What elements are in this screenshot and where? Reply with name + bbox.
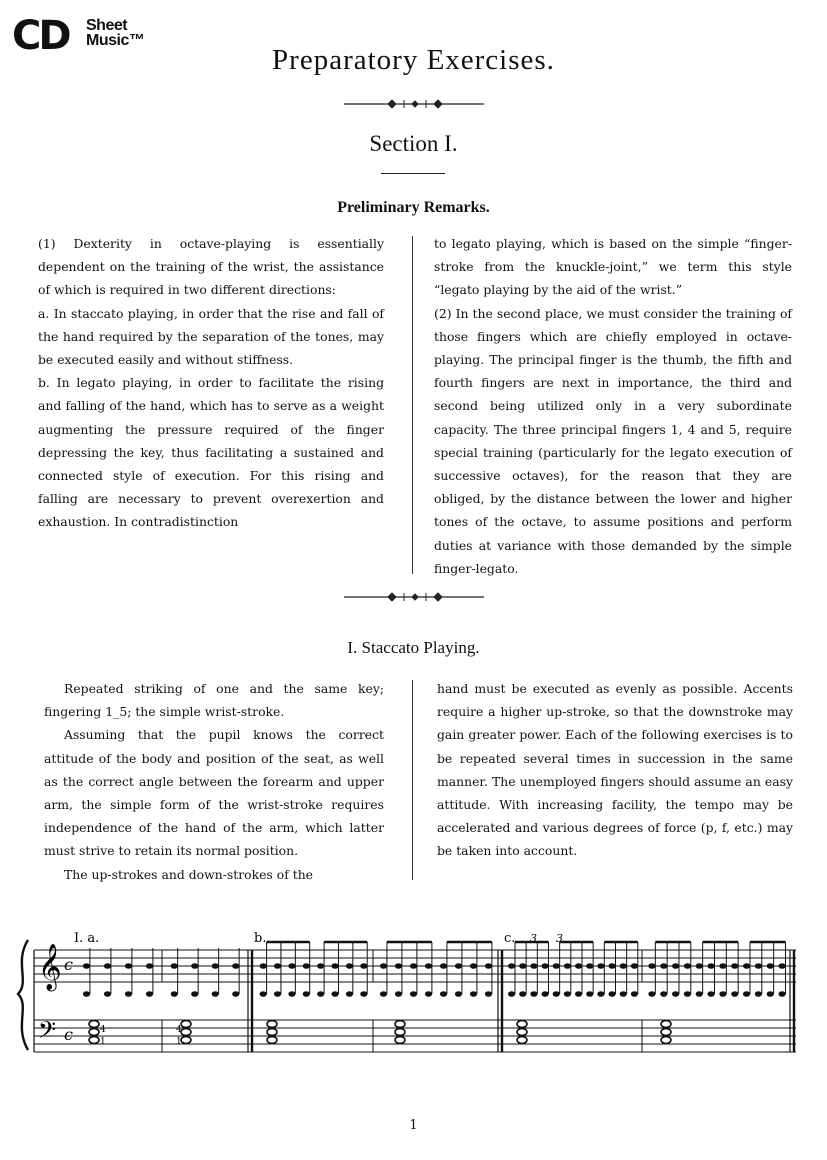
note-head xyxy=(303,991,310,997)
note-head xyxy=(380,963,387,969)
bass-chord-note xyxy=(267,1021,277,1028)
note-head xyxy=(631,963,638,969)
time-signature: c xyxy=(64,1025,73,1044)
note-head xyxy=(125,963,132,969)
note-head xyxy=(648,963,655,969)
note-head xyxy=(380,991,387,997)
note-head xyxy=(743,991,750,997)
prelim-right-column xyxy=(434,232,792,580)
note-head xyxy=(631,991,638,997)
note-head xyxy=(470,991,477,997)
note-head xyxy=(331,991,338,997)
bass-chord-note xyxy=(395,1037,405,1044)
note-head xyxy=(586,991,593,997)
note-head xyxy=(541,991,548,997)
note-head xyxy=(260,963,267,969)
note-head xyxy=(425,963,432,969)
bass-chord-note xyxy=(661,1029,671,1036)
note-head xyxy=(410,963,417,969)
note-head xyxy=(191,991,198,997)
note-head xyxy=(597,991,604,997)
note-head xyxy=(672,963,679,969)
music-score xyxy=(10,922,810,1072)
label-b: b. xyxy=(254,931,267,946)
note-head xyxy=(104,991,111,997)
logo-mark: CD xyxy=(12,13,69,59)
paragraph: to legato playing, which is based on the simple “finger-stroke from the knuckle-joint,” we term this style “legato playing by the aid of the wrist.” xyxy=(434,236,792,298)
paragraph: a. In staccato playing, in order that the rise and fall of the hand required by the separation of the tones, may be executed easily and without stiffness. xyxy=(38,305,384,368)
staccato-right-column xyxy=(437,677,793,863)
bass-chord-note xyxy=(89,1021,99,1028)
bass-chord-note xyxy=(395,1021,405,1028)
paragraph: (2) In the second place, we must consider the training of those fingers which are chiefly employed in octave-playing. The principal finger is the thumb, the fifth and fourth fingers are next in importance, the third and second being utilized only in a very subordinate capacity. The three principal fingers 1, 4 and 5, require special training (particularly for the legato execution of successive octaves), for the reason that they are obliged, by the distance between the lower and higher tones of the octave, to assume positions and perform duties at variance with those demanded by the simple finger-legato. xyxy=(434,305,792,576)
note-head xyxy=(317,991,324,997)
note-head xyxy=(83,963,90,969)
triplet-mark: 3 xyxy=(530,932,537,945)
note-head xyxy=(83,991,90,997)
paragraph: (1) Dexterity in octave-playing is essentially dependent on the training of the wrist, the assistance of which is required in two different directions: xyxy=(38,236,384,298)
bass-chord-note xyxy=(395,1029,405,1036)
note-head xyxy=(485,991,492,997)
treble-clef-icon: 𝄞 xyxy=(38,944,62,990)
bass-staff xyxy=(34,1020,796,1052)
note-head xyxy=(530,963,537,969)
note-head xyxy=(707,991,714,997)
note-head xyxy=(553,991,560,997)
note-head xyxy=(508,991,515,997)
bass-chord-note xyxy=(661,1021,671,1028)
bass-chord-note xyxy=(89,1037,99,1044)
bass-chord-note xyxy=(517,1021,527,1028)
note-head xyxy=(620,963,627,969)
note-head xyxy=(455,963,462,969)
note-head xyxy=(171,963,178,969)
note-head xyxy=(274,963,281,969)
bass-chord-note xyxy=(267,1029,277,1036)
label-c: c. xyxy=(504,931,516,946)
note-head xyxy=(743,963,750,969)
paragraph: The up-strokes and down-strokes of the xyxy=(64,866,314,882)
note-head xyxy=(608,963,615,969)
note-head xyxy=(346,991,353,997)
note-head xyxy=(346,963,353,969)
note-head xyxy=(778,963,785,969)
note-head xyxy=(684,963,691,969)
note-head xyxy=(778,991,785,997)
note-head xyxy=(719,991,726,997)
note-head xyxy=(212,991,219,997)
note-head xyxy=(303,963,310,969)
note-head xyxy=(620,991,627,997)
note-head xyxy=(672,991,679,997)
note-head xyxy=(232,991,239,997)
preliminary-remarks-heading: Preliminary Remarks. xyxy=(337,199,490,216)
note-head xyxy=(731,963,738,969)
note-head xyxy=(425,991,432,997)
note-head xyxy=(519,991,526,997)
bass-chord-note xyxy=(517,1029,527,1036)
note-head xyxy=(331,963,338,969)
section-rule xyxy=(381,173,445,174)
note-head xyxy=(508,963,515,969)
note-head xyxy=(470,963,477,969)
note-head xyxy=(696,963,703,969)
page-title: Preparatory Exercises. xyxy=(272,44,555,76)
note-head xyxy=(212,963,219,969)
bass-chord-note xyxy=(661,1037,671,1044)
label-1a: I. a. xyxy=(74,931,100,946)
paragraph: Assuming that the pupil knows the correct attitude of the body and position of the seat, as well as the correct angle between the forearm and upper arm, the simple form of the wrist-stroke requires independence of the hand of the arm, which latter must strive to retain its normal position. xyxy=(44,727,384,859)
note-head xyxy=(648,991,655,997)
note-head xyxy=(541,963,548,969)
bass-chord-note xyxy=(181,1037,191,1044)
note-head xyxy=(288,963,295,969)
page-number: 1 xyxy=(409,1118,418,1133)
note-head xyxy=(274,991,281,997)
brace xyxy=(18,940,28,1050)
note-head xyxy=(360,963,367,969)
note-head xyxy=(755,991,762,997)
paragraph: hand must be executed as evenly as possible. Accents require a higher up-stroke, so that the downstroke may gain greater power. Each of the following exercises is to be repeated several times in succession in the same manner. The unemployed fingers should assume an easy attitude. With increasing facility, the tempo may be accelerated and various degrees of force (p, f, etc.) may be taken into account. xyxy=(437,681,793,859)
note-head xyxy=(395,963,402,969)
note-head xyxy=(191,963,198,969)
note-head xyxy=(440,991,447,997)
fingering: 1 xyxy=(176,1037,182,1047)
bass-chord-note xyxy=(89,1029,99,1036)
time-signature: c xyxy=(64,955,73,974)
note-head xyxy=(755,963,762,969)
note-head xyxy=(696,991,703,997)
logo-line-1: Sheet xyxy=(86,17,128,34)
note-head xyxy=(707,963,714,969)
note-head xyxy=(575,991,582,997)
note-head xyxy=(564,963,571,969)
column-divider xyxy=(412,236,413,574)
staccato-left-column xyxy=(44,677,384,886)
note-head xyxy=(597,963,604,969)
prelim-left-column xyxy=(38,232,384,534)
logo-line-2: Music™ xyxy=(86,32,145,49)
note-head xyxy=(485,963,492,969)
note-head xyxy=(564,991,571,997)
staccato-heading: I. Staccato Playing. xyxy=(347,638,480,657)
note-head xyxy=(767,991,774,997)
note-head xyxy=(410,991,417,997)
note-head xyxy=(317,963,324,969)
note-head xyxy=(171,991,178,997)
note-head xyxy=(146,991,153,997)
note-head xyxy=(260,991,267,997)
note-head xyxy=(232,963,239,969)
fingering: 4 xyxy=(100,1025,106,1035)
note-head xyxy=(360,991,367,997)
note-head xyxy=(684,991,691,997)
fingering: 1 xyxy=(100,1037,106,1047)
ornament-divider xyxy=(0,96,827,116)
note-head xyxy=(125,991,132,997)
bass-chord-note xyxy=(181,1021,191,1028)
bass-chord-note xyxy=(517,1037,527,1044)
column-divider xyxy=(412,680,413,880)
note-head xyxy=(440,963,447,969)
section-title: Section I. xyxy=(369,131,458,156)
note-head xyxy=(731,991,738,997)
note-head xyxy=(767,963,774,969)
bass-chord-note xyxy=(181,1029,191,1036)
paragraph: Repeated striking of one and the same key; fingering 1_5; the simple wrist-stroke. xyxy=(44,681,384,720)
note-head xyxy=(530,991,537,997)
note-head xyxy=(575,963,582,969)
bass-chord-note xyxy=(267,1037,277,1044)
paragraph: b. In legato playing, in order to facilitate the rising and falling of the hand, which has to serve as a weight augmenting the pressure required of the finger depressing the key, thus facilitating a sustained and connected style of execution. For this rising and falling are necessary to prevent overexertion and exhaustion. In contradistinction xyxy=(38,375,384,530)
note-head xyxy=(395,991,402,997)
note-head xyxy=(288,991,295,997)
ornament-divider xyxy=(0,589,827,609)
note-head xyxy=(455,991,462,997)
note-head xyxy=(146,963,153,969)
note-head xyxy=(608,991,615,997)
note-head xyxy=(553,963,560,969)
note-head xyxy=(719,963,726,969)
fingering: 4 xyxy=(176,1025,182,1035)
note-head xyxy=(660,991,667,997)
note-head xyxy=(104,963,111,969)
note-head xyxy=(586,963,593,969)
note-head xyxy=(519,963,526,969)
bass-clef-icon: 𝄢 xyxy=(38,1016,57,1049)
triplet-mark: 3 xyxy=(556,932,563,945)
note-head xyxy=(660,963,667,969)
